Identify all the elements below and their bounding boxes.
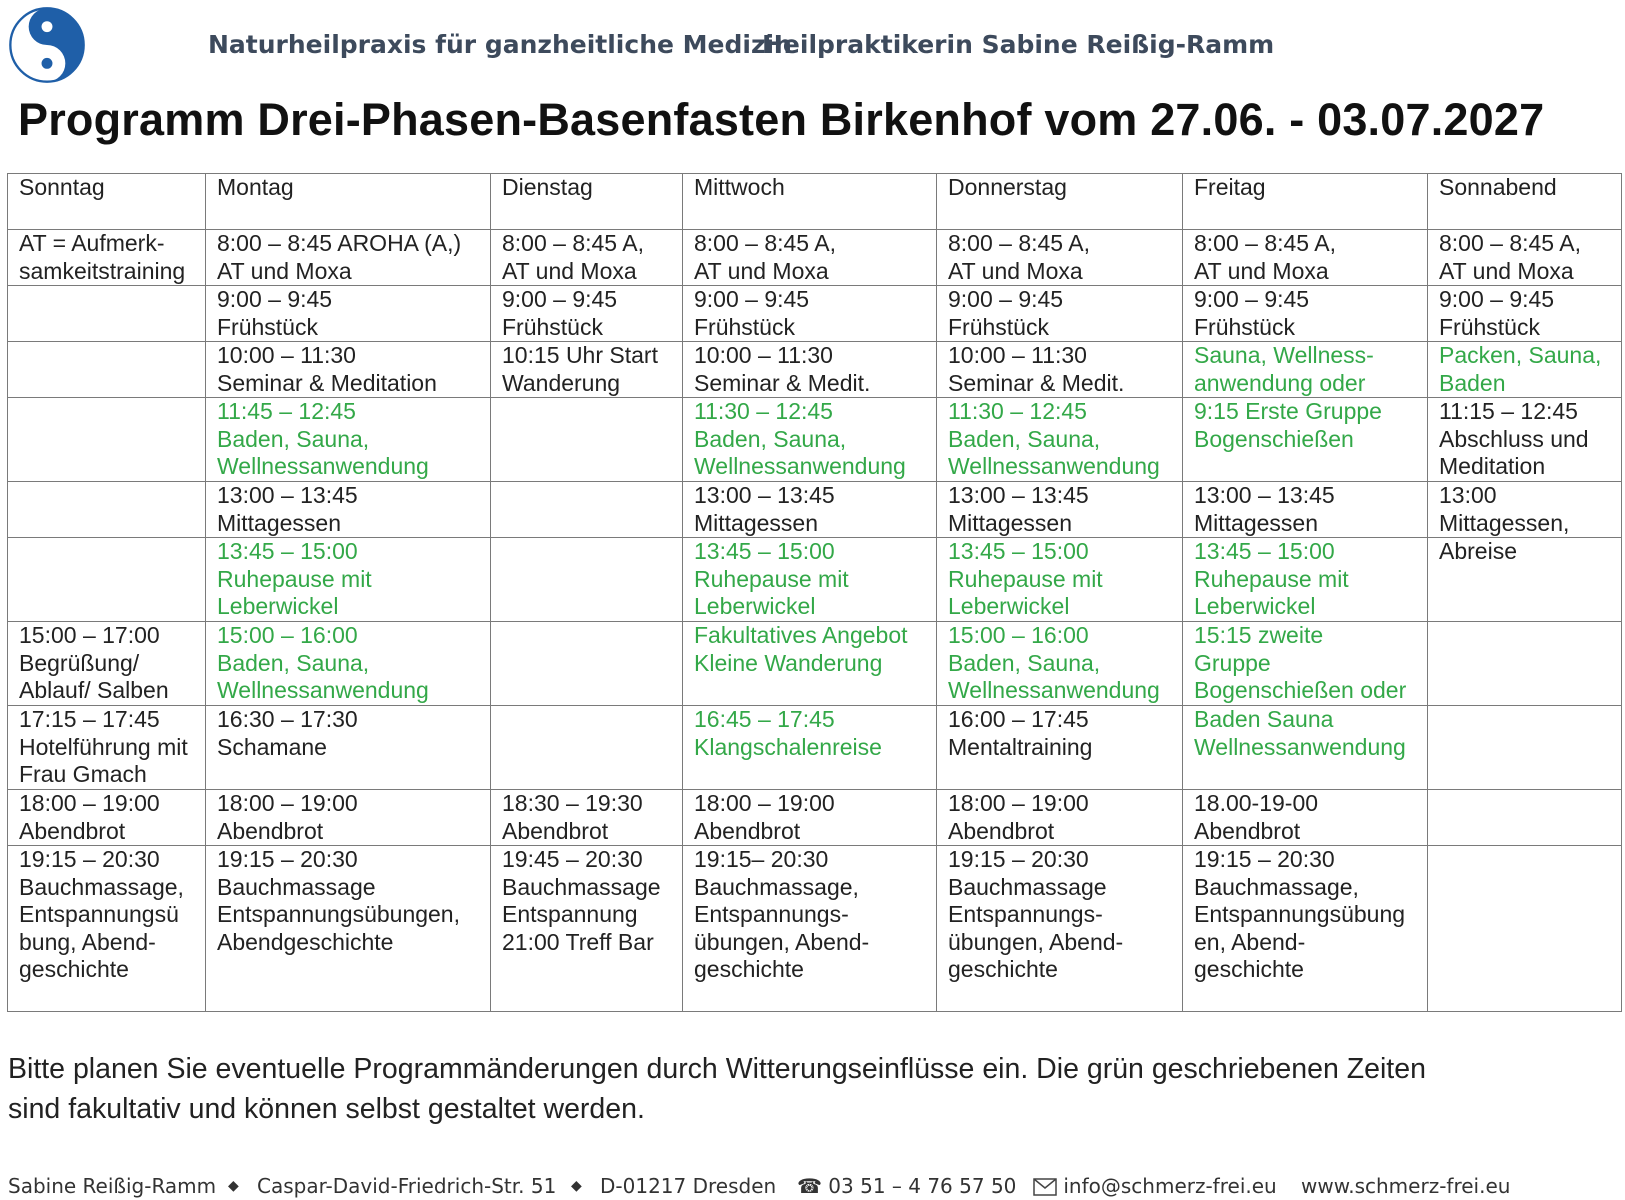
schedule-cell: 13:00 – 13:45 Mittagessen [1183, 482, 1428, 538]
schedule-cell [8, 482, 206, 538]
schedule-cell: 8:00 – 8:45 AROHA (A,) AT und Moxa [206, 230, 491, 286]
schedule-row [8, 398, 1622, 482]
schedule-cell: 13:45 – 15:00 Ruhepause mit Leberwickel [1183, 538, 1428, 622]
schedule-row [8, 706, 1622, 790]
day-header: Donnerstag [937, 174, 1183, 230]
schedule-cell [1428, 790, 1622, 846]
schedule-cell: 18:00 – 19:00 Abendbrot [206, 790, 491, 846]
schedule-row [8, 482, 1622, 538]
envelope-icon [1033, 1178, 1057, 1196]
schedule-cell: 19:15 – 20:30 Bauchmassage Entspannungs- übungen, Abend- geschichte [937, 846, 1183, 1012]
schedule-cell: 19:15– 20:30 Bauchmassage, Entspannungs- übungen, Abend- geschichte [683, 846, 937, 1012]
day-header: Mittwoch [683, 174, 937, 230]
schedule-row [8, 790, 1622, 846]
schedule-cell: 9:00 – 9:45 Frühstück [683, 286, 937, 342]
schedule-cell: 19:15 – 20:30 Bauchmassage Entspannungsübungen, Abendgeschichte [206, 846, 491, 1012]
schedule-cell: 8:00 – 8:45 A, AT und Moxa [1183, 230, 1428, 286]
email-address: info@schmerz-frei.eu [1063, 1174, 1277, 1198]
schedule-cell: 13:00 Mittagessen, [1428, 482, 1622, 538]
schedule-cell: 10:00 – 11:30 Seminar & Medit. [937, 342, 1183, 398]
schedule-cell: 15:00 – 16:00 Baden, Sauna, Wellnessanwendung [937, 622, 1183, 706]
schedule-cell: 15:15 zweite Gruppe Bogenschießen oder [1183, 622, 1428, 706]
schedule-cell: 8:00 – 8:45 A, AT und Moxa [1428, 230, 1622, 286]
phone-icon: ☎ [797, 1174, 822, 1198]
schedule-cell: Fakultatives Angebot Kleine Wanderung [683, 622, 937, 706]
schedule-cell: 10:00 – 11:30 Seminar & Meditation [206, 342, 491, 398]
schedule-row [8, 538, 1622, 622]
schedule-cell [491, 622, 683, 706]
schedule-cell [491, 398, 683, 482]
schedule-cell: 17:15 – 17:45 Hotelführung mit Frau Gmach [8, 706, 206, 790]
schedule-cell: 13:45 – 15:00 Ruhepause mit Leberwickel [683, 538, 937, 622]
schedule-body [8, 230, 1622, 1012]
schedule-cell: Packen, Sauna, Baden [1428, 342, 1622, 398]
schedule-cell [8, 538, 206, 622]
footer-street: Caspar-David-Friedrich-Str. 51 [257, 1174, 557, 1198]
schedule-row [8, 286, 1622, 342]
schedule-cell: 9:00 – 9:45 Frühstück [1428, 286, 1622, 342]
schedule-cell: 15:00 – 17:00 Begrüßung/ Ablauf/ Salben [8, 622, 206, 706]
schedule-cell [1428, 706, 1622, 790]
schedule-cell: 9:15 Erste Gruppe Bogenschießen [1183, 398, 1428, 482]
page-title: Programm Drei-Phasen-Basenfasten Birkenhof vom 27.06. - 03.07.2027 [18, 94, 1545, 145]
schedule-cell: 9:00 – 9:45 Frühstück [937, 286, 1183, 342]
schedule-cell: 19:15 – 20:30 Bauchmassage, Entspannungsü bung, Abend- geschichte [8, 846, 206, 1012]
note-line: Bitte planen Sie eventuelle Programmänderungen durch Witterungseinflüsse ein. Die grün geschriebenen Zeiten [8, 1053, 1426, 1085]
schedule-cell: 8:00 – 8:45 A, AT und Moxa [491, 230, 683, 286]
note-line: sind fakultativ und können selbst gestaltet werden. [8, 1093, 645, 1125]
schedule-cell: 16:45 – 17:45 Klangschalenreise [683, 706, 937, 790]
schedule-cell: Abreise [1428, 538, 1622, 622]
schedule-cell: 19:45 – 20:30 Bauchmassage Entspannung 21:00 Treff Bar [491, 846, 683, 1012]
schedule-cell: 13:00 – 13:45 Mittagessen [206, 482, 491, 538]
schedule-cell [491, 706, 683, 790]
schedule-cell [1428, 622, 1622, 706]
footer-phone[interactable] [797, 1174, 1016, 1198]
day-header: Dienstag [491, 174, 683, 230]
day-header: Sonntag [8, 174, 206, 230]
schedule-cell: 19:15 – 20:30 Bauchmassage, Entspannungsübung en, Abend- geschichte [1183, 846, 1428, 1012]
schedule-cell: 18:30 – 19:30 Abendbrot [491, 790, 683, 846]
schedule-cell: 15:00 – 16:00 Baden, Sauna, Wellnessanwendung [206, 622, 491, 706]
schedule-cell: Sauna, Wellness- anwendung oder [1183, 342, 1428, 398]
practice-name: Naturheilpraxis für ganzheitliche Medizin [208, 30, 792, 59]
footer-separator: ◆ [228, 1178, 239, 1194]
footer-email[interactable] [1033, 1174, 1277, 1198]
schedule-header-row [8, 174, 1622, 230]
schedule-cell: AT = Aufmerk- samkeitstraining [8, 230, 206, 286]
schedule-cell: 18:00 – 19:00 Abendbrot [683, 790, 937, 846]
schedule-cell [1428, 846, 1622, 1012]
footer-separator: ◆ [571, 1178, 582, 1194]
schedule-cell: 10:00 – 11:30 Seminar & Medit. [683, 342, 937, 398]
phone-number: 03 51 – 4 76 57 50 [828, 1174, 1017, 1198]
schedule-cell: 11:30 – 12:45 Baden, Sauna, Wellnessanwendung [683, 398, 937, 482]
schedule-cell: 13:45 – 15:00 Ruhepause mit Leberwickel [206, 538, 491, 622]
yin-yang-icon [8, 6, 86, 84]
schedule-cell: 18.00-19-00 Abendbrot [1183, 790, 1428, 846]
schedule-cell: Baden Sauna Wellnessanwendung [1183, 706, 1428, 790]
schedule-row [8, 622, 1622, 706]
schedule-cell: 13:00 – 13:45 Mittagessen [937, 482, 1183, 538]
schedule-cell: 8:00 – 8:45 A, AT und Moxa [937, 230, 1183, 286]
schedule-cell: 16:00 – 17:45 Mentaltraining [937, 706, 1183, 790]
schedule-cell [491, 482, 683, 538]
schedule-cell: 9:00 – 9:45 Frühstück [206, 286, 491, 342]
schedule-cell: 8:00 – 8:45 A, AT und Moxa [683, 230, 937, 286]
schedule-cell [8, 286, 206, 342]
schedule-cell: 9:00 – 9:45 Frühstück [1183, 286, 1428, 342]
schedule-cell: 18:00 – 19:00 Abendbrot [8, 790, 206, 846]
schedule-cell [8, 342, 206, 398]
schedule-table [7, 173, 1622, 1012]
schedule-cell: 16:30 – 17:30 Schamane [206, 706, 491, 790]
schedule-row [8, 846, 1622, 1012]
day-header: Freitag [1183, 174, 1428, 230]
schedule-cell: 9:00 – 9:45 Frühstück [491, 286, 683, 342]
schedule-cell: 11:45 – 12:45 Baden, Sauna, Wellnessanwendung [206, 398, 491, 482]
schedule-cell: 11:30 – 12:45 Baden, Sauna, Wellnessanwendung [937, 398, 1183, 482]
schedule-cell: 11:15 – 12:45 Abschluss und Meditation [1428, 398, 1622, 482]
schedule-row [8, 230, 1622, 286]
schedule-cell: 13:45 – 15:00 Ruhepause mit Leberwickel [937, 538, 1183, 622]
schedule-cell: 10:15 Uhr Start Wanderung [491, 342, 683, 398]
day-header: Montag [206, 174, 491, 230]
schedule-cell [8, 398, 206, 482]
schedule-cell [491, 538, 683, 622]
footer-website[interactable]: www.schmerz-frei.eu [1301, 1174, 1511, 1198]
footer-name: Sabine Reißig-Ramm [8, 1174, 217, 1198]
practitioner-name: Heilpraktikerin Sabine Reißig-Ramm [762, 30, 1275, 59]
day-header: Sonnabend [1428, 174, 1622, 230]
note [8, 1049, 1568, 1129]
footer-city: D-01217 Dresden [600, 1174, 777, 1198]
schedule-row [8, 342, 1622, 398]
schedule-cell: 18:00 – 19:00 Abendbrot [937, 790, 1183, 846]
schedule-cell: 13:00 – 13:45 Mittagessen [683, 482, 937, 538]
